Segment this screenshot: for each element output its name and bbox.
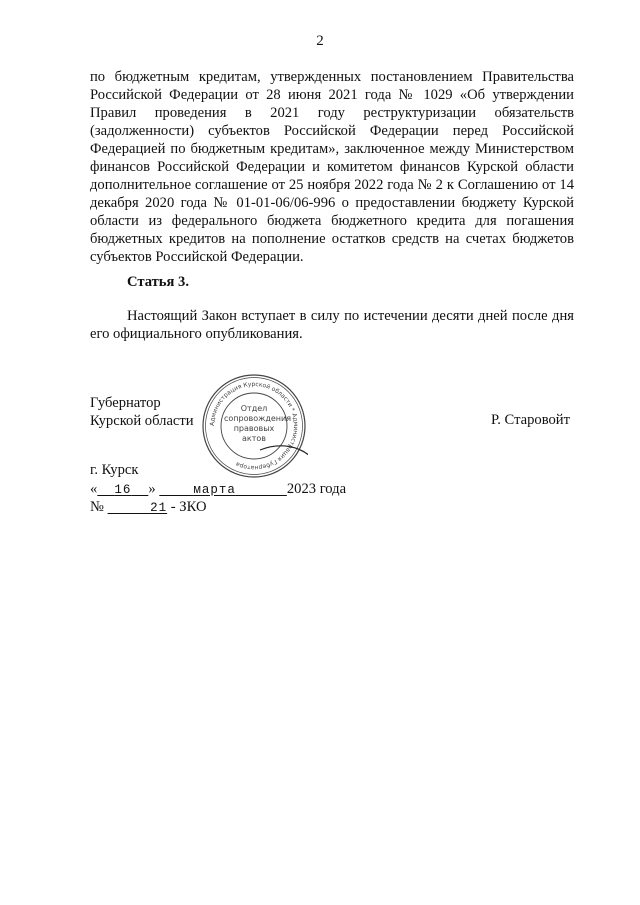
stamp-ring-text: Администрация Курской области * Администрация Губернатора bbox=[208, 380, 300, 472]
date-year: 2023 bbox=[286, 481, 317, 497]
date-month: марта bbox=[193, 483, 236, 497]
official-stamp-icon bbox=[200, 372, 308, 480]
paragraph-text: по бюджетным кредитам, утвержденных постановлением Правительства Российской Федерации от 28 июня 2021 года № 1029 «Об утверждении Правил проведения в 2021 году реструктуризации обязательств (задолженности) субъектов Российской Федерации перед Российской Федерацией по бюджетным кредитам», заключенное между Министерством финансов Российской Федерации и комитетом финансов Курской области дополнительное соглашение от 25 ноября 2022 года № 2 к Соглашению от 14 декабря 2020 года № 01-01-06/06-996 о предоставлении бюджету Курской области из федерального бюджета бюджетного кредита для погашения бюджетных кредитов на пополнение остатков средств на счетах бюджетов субъектов Российской Федерации. bbox=[90, 69, 574, 265]
place-of-signing: г. Курск bbox=[90, 462, 139, 478]
signatory-name: Р. Старовойт bbox=[490, 412, 570, 428]
article-heading: Статья 3. bbox=[127, 274, 189, 290]
law-number-prefix: № bbox=[90, 499, 104, 515]
signatory-title-line1: Губернатор bbox=[90, 395, 161, 411]
date-close-quote: » bbox=[148, 481, 156, 497]
signatory-title-line2: Курской области bbox=[90, 413, 194, 429]
law-number-value: 21 bbox=[150, 501, 168, 515]
stamp-inner-text: Отдел сопровождения правовых актов bbox=[224, 404, 292, 443]
continued-paragraph bbox=[90, 68, 574, 266]
article-text: Настоящий Закон вступает в силу по истечении десяти дней после дня его официального опубликования. bbox=[90, 308, 574, 342]
signing-date bbox=[90, 481, 346, 498]
page-number: 2 bbox=[316, 33, 324, 49]
date-suffix: года bbox=[319, 481, 347, 497]
date-open-quote: « bbox=[90, 481, 98, 497]
law-number bbox=[90, 499, 207, 516]
signatory-title bbox=[90, 394, 194, 430]
law-number-suffix: - ЗКО bbox=[170, 499, 207, 515]
date-day: 16 bbox=[114, 483, 132, 497]
